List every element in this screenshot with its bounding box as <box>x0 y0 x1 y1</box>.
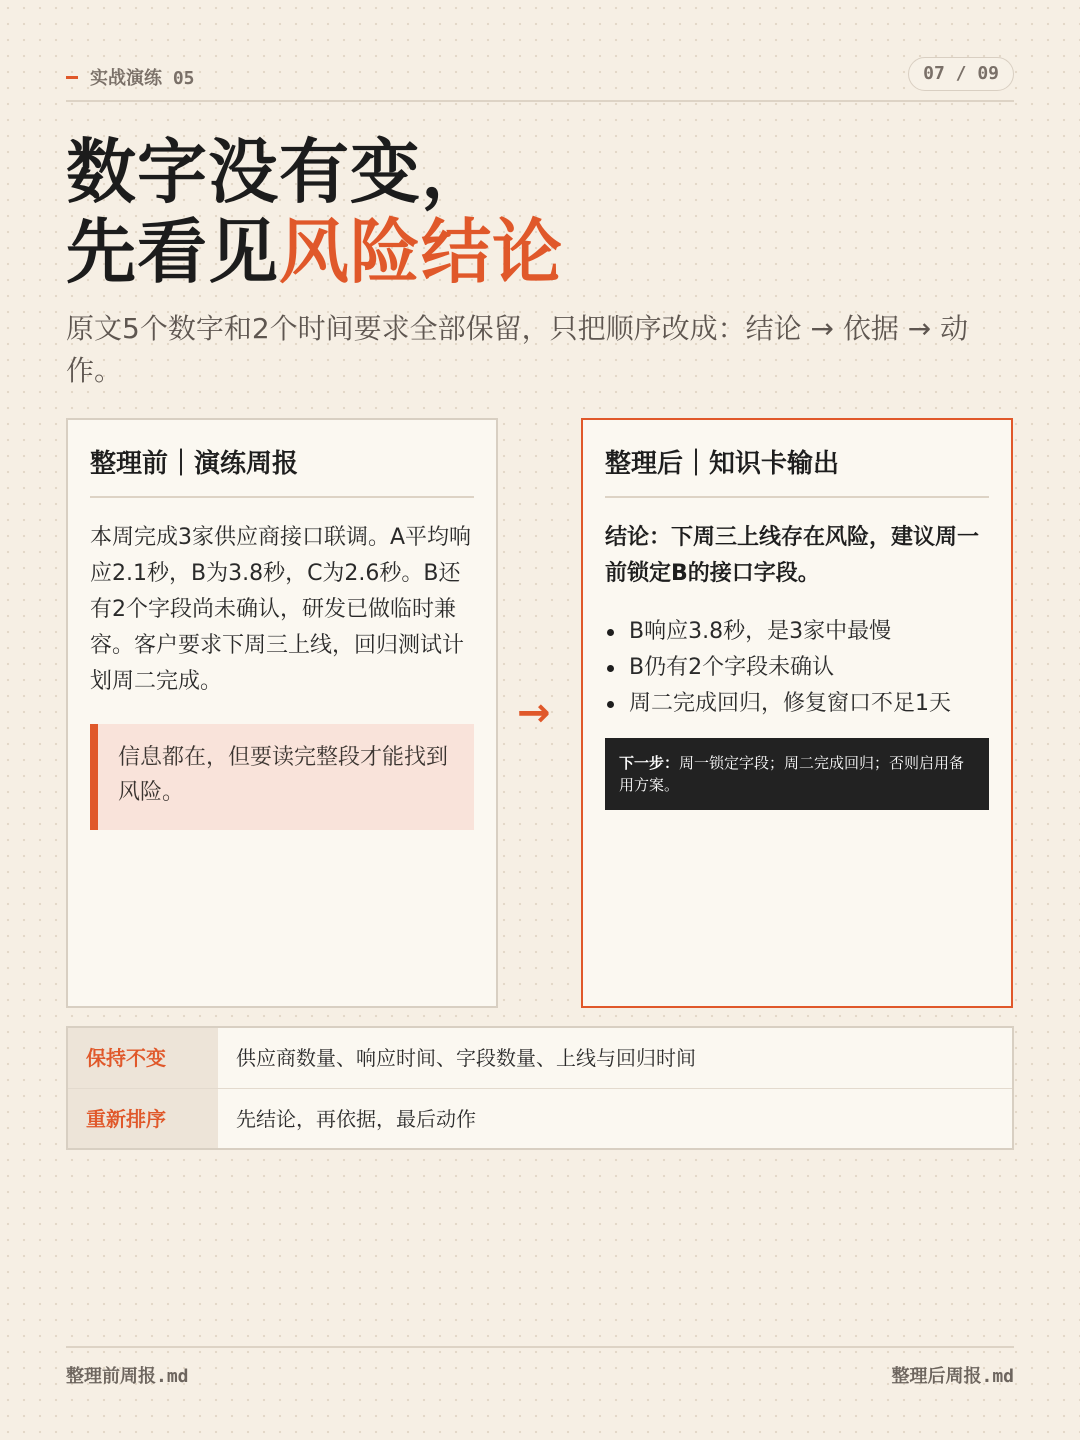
page-counter: 07 / 09 <box>908 57 1014 91</box>
list-item: B响应3.8秒，是3家中最慢 <box>605 614 989 650</box>
list-item: B仍有2个字段未确认 <box>605 650 989 686</box>
transform-arrow-icon: → <box>517 690 551 736</box>
summary-table <box>66 1026 1014 1150</box>
before-card <box>66 418 498 1008</box>
kicker-label: 实战演练 05 <box>90 68 195 89</box>
footer-right-filename: 整理后周报.md <box>891 1366 1014 1387</box>
summary-key: 重新排序 <box>68 1089 218 1148</box>
after-card-heading: 整理后｜知识卡输出 <box>605 442 989 498</box>
title-line-1: 数字没有变， <box>66 131 492 213</box>
evidence-list <box>605 614 989 722</box>
list-item: 周二完成回归，修复窗口不足1天 <box>605 686 989 722</box>
table-row <box>68 1028 1012 1088</box>
page-footer <box>66 1346 1014 1388</box>
page-subtitle: 原文5个数字和2个时间要求全部保留，只把顺序改成：结论 → 依据 → 动作。 <box>66 312 969 387</box>
footer-left-filename: 整理前周报.md <box>66 1366 189 1387</box>
table-row <box>68 1088 1012 1148</box>
next-step-label: 下一步： <box>619 754 680 772</box>
after-card <box>581 418 1013 1008</box>
section-kicker <box>66 64 195 90</box>
next-step-text: 周一锁定字段；周二完成回归；否则启用备用方案。 <box>619 754 965 794</box>
title-line-2 <box>66 212 563 292</box>
accent-dash <box>66 76 78 79</box>
title-line-2-accent: 风险结论 <box>279 211 563 293</box>
before-card-body: 本周完成3家供应商接口联调。A平均响应2.1秒，B为3.8秒，C为2.6秒。B还有2个字段尚未确认，研发已做临时兼容。客户要求下周三上线，回归测试计划周二完成。 <box>90 525 472 694</box>
after-conclusion: 结论：下周三上线存在风险，建议周一前锁定B的接口字段。 <box>605 525 980 586</box>
summary-key: 保持不变 <box>68 1028 218 1088</box>
page-header <box>66 58 1014 102</box>
page-title <box>66 132 563 292</box>
before-card-heading: 整理前｜演练周报 <box>90 442 474 498</box>
before-callout: 信息都在，但要读完整段才能找到风险。 <box>90 724 474 830</box>
summary-value: 供应商数量、响应时间、字段数量、上线与回归时间 <box>236 1046 696 1070</box>
next-step-box <box>605 738 989 810</box>
title-line-2-plain: 先看见 <box>66 211 279 293</box>
summary-value: 先结论，再依据，最后动作 <box>236 1107 476 1131</box>
